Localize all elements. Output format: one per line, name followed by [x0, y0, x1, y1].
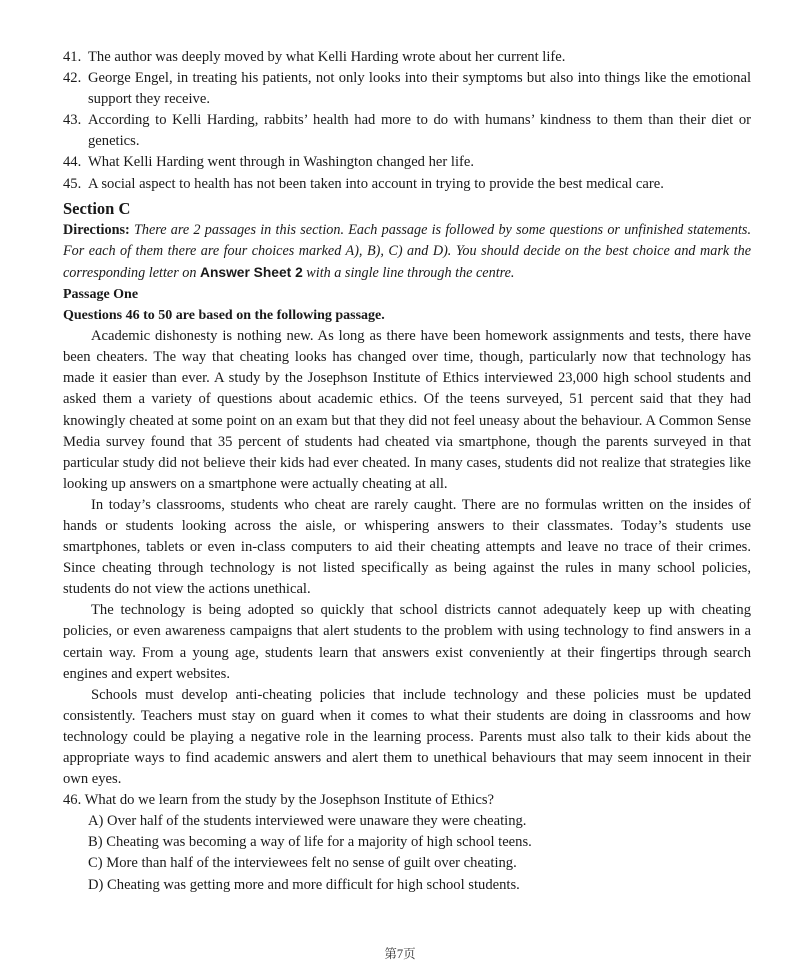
passage-paragraph-3: The technology is being adopted so quickly that school districts cannot adequately keep up with cheating policies, or even awareness campaigns that alert students to the problem with using technology to find answers in a certain way. From a young age, students learn that answers exist conveniently at their fingertips through search engines and expert websites.: [63, 602, 751, 682]
option-a: A) Over half of the students interviewed were unaware they were cheating.: [88, 813, 527, 830]
statement-text: According to Kelli Harding, rabbits’ health had more to do with humans’ kindness to them than their diet or genetics.: [88, 112, 751, 150]
passage-instruction: Questions 46 to 50 are based on the following passage.: [63, 308, 385, 324]
question-stem: 46. What do we learn from the study by the Josephson Institute of Ethics?: [63, 792, 494, 809]
directions: [63, 220, 751, 284]
statement-44: [63, 152, 751, 173]
passage-paragraph-4: Schools must develop anti-cheating policies that include technology and these policies must be updated consistently. Teachers must stay on guard when it comes to what their students are doing in classrooms and how technology could be playing a negative role in the learning process. Parents must also talk to their kids about the appropriate ways to find academic answers and alert them to unethical behaviours that may seem innocent in their own eyes.: [63, 686, 751, 788]
passage-body: [63, 326, 751, 790]
answer-sheet-label: Answer Sheet 2: [200, 264, 303, 280]
question-46: [63, 790, 751, 895]
option-c: C) More than half of the interviewees felt no sense of guilt over cheating.: [88, 855, 517, 872]
section-title: Section C: [63, 198, 131, 218]
statement-text: George Engel, in treating his patients, not only looks into their symptoms but also into things like the emotional support they receive.: [88, 70, 751, 108]
statement-43: [63, 110, 751, 152]
passage-paragraph-2: In today’s classrooms, students who cheat are rarely caught. There are no formulas written on the insides of hands or students looking across the aisle, or whispering answers to their classmates. Today’s students use smartphones, tablets or even in-class computers to aid their cheating attempts and leave no trace of their crimes. Since cheating through technology is not listed specifically as being against the rules in many school policies, students do not view the actions unethical.: [63, 496, 751, 598]
directions-text: There are 2 passages in this section. Each passage is followed by some questions or unfinished statements. For each of them there are four choices marked A), B), C) and D). You should decide on the best choice and mark the corresponding letter on: [63, 221, 751, 281]
option-b: B) Cheating was becoming a way of life for a majority of high school teens.: [88, 834, 532, 851]
statement-number: 41.: [63, 49, 82, 65]
statement-number: 45.: [63, 175, 82, 192]
statement-number: 44.: [63, 154, 82, 171]
directions-text-end: with a single line through the centre.: [306, 264, 515, 281]
passage-paragraph-1: Academic dishonesty is nothing new. As long as there have been homework assignments and tests, there have been cheaters. The way that cheating looks has changed over time, though, particularly now that technology has made it easier than ever. A study by the Josephson Institute of Ethics interviewed 23,000 high school students and asked them a variety of questions about academic ethics. Of the teens surveyed, 51 percent said that they had knowingly cheated at some point on an exam but that they did not feel uneasy about the behaviour. A Common Sense Media survey found that 35 percent of students had cheated via smartphone, though the parents surveyed in that particular study did not believe their kids had ever cheated. In many cases, students did not realize that strategies like looking up answers on a smartphone were actually cheating at all.: [63, 328, 751, 492]
statement-number: 42.: [63, 70, 82, 87]
statement-text: What Kelli Harding went through in Washington changed her life.: [88, 154, 474, 171]
statement-41: [63, 47, 751, 68]
statement-number: 43.: [63, 112, 82, 129]
passage-title: Passage One: [63, 286, 139, 302]
directions-label: Directions:: [63, 221, 130, 238]
option-d: D) Cheating was getting more and more difficult for high school students.: [88, 876, 520, 893]
statement-text: The author was deeply moved by what Kelli Harding wrote about her current life.: [88, 49, 566, 65]
statements-list: [63, 47, 751, 195]
statement-42: [63, 68, 751, 110]
statement-text: A social aspect to health has not been taken into account in trying to provide the best medical care.: [88, 175, 664, 192]
statement-45: [63, 174, 751, 195]
page-number: 第7页: [384, 947, 416, 961]
exam-page: [63, 47, 751, 896]
